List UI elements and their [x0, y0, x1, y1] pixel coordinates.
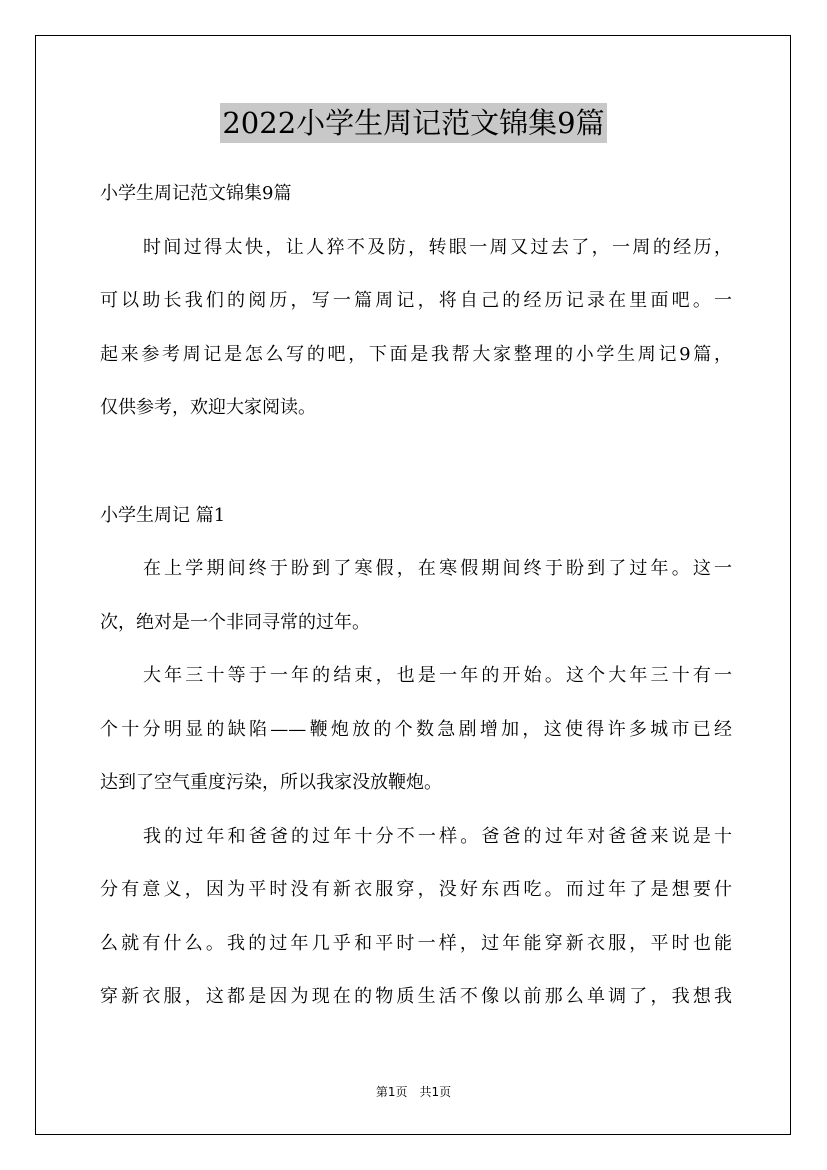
page-footer [0, 1083, 827, 1100]
body-line: 个十分明显的缺陷——鞭炮放的个数急剧增加，这使得许多城市已经 [100, 718, 732, 740]
page-total: 共1页 [419, 1085, 452, 1099]
body-line: 在上学期间终于盼到了寒假，在寒假期间终于盼到了过年。这一 [143, 558, 732, 579]
section-heading: 小学生周记 篇1 [100, 504, 226, 526]
body-line: 大年三十等于一年的结束，也是一年的开始。这个大年三十有一 [143, 665, 732, 686]
title-container [0, 103, 827, 143]
page-number: 第1页 [375, 1085, 408, 1099]
document-body [100, 176, 732, 1033]
document-title: 2022小学生周记范文锦集9篇 [220, 103, 606, 143]
intro-line: 仅供参考，欢迎大家阅读。 [100, 397, 316, 418]
body-line: 穿新衣服，这都是因为现在的物质生活不像以前那么单调了，我想我 [100, 986, 732, 1007]
body-line: 么就有什么。我的过年几乎和平时一样，过年能穿新衣服，平时也能 [100, 932, 732, 954]
body-line: 我的过年和爸爸的过年十分不一样。爸爸的过年对爸爸来说是十 [143, 825, 732, 847]
body-line: 分有意义，因为平时没有新衣服穿，没好东西吃。而过年了是想要什 [100, 879, 732, 900]
body-line: 次，绝对是一个非同寻常的过年。 [100, 611, 370, 633]
body-line: 达到了空气重度污染，所以我家没放鞭炮。 [100, 772, 442, 793]
document-subtitle: 小学生周记范文锦集9篇 [100, 183, 292, 204]
intro-line: 可以助长我们的阅历，写一篇周记，将自己的经历记录在里面吧。一 [100, 290, 732, 311]
intro-line: 时间过得太快，让人猝不及防，转眼一周又过去了，一周的经历， [143, 236, 732, 258]
paragraph-gap [100, 444, 732, 498]
intro-line: 起来参考周记是怎么写的吧，下面是我帮大家整理的小学生周记9篇， [100, 343, 732, 365]
